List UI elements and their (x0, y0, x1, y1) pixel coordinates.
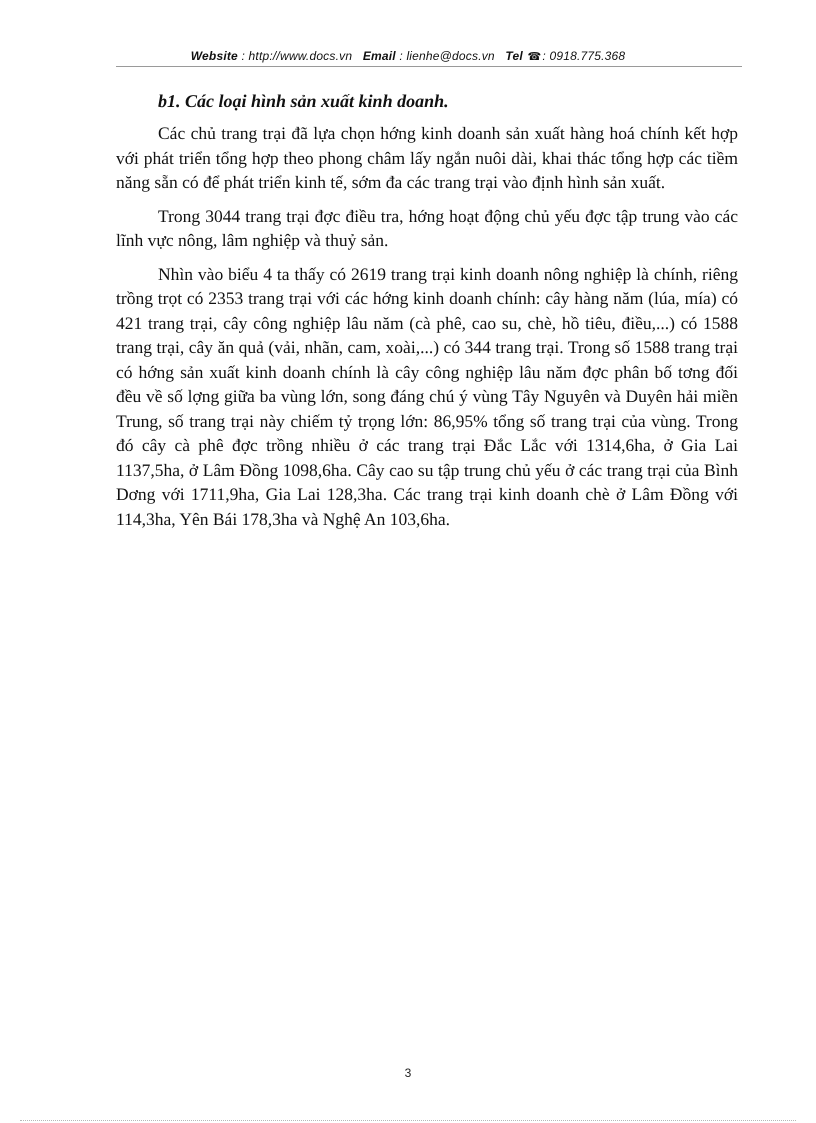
phone-icon: ☎ (527, 51, 542, 63)
tel-value: : 0918.775.368 (542, 49, 626, 63)
paragraph: Trong 3044 trang trại đợc điều tra, hớng hoạt động chủ yếu đợc tập trung vào các lĩnh vực nông, lâm nghiệp và thuỷ sản. (116, 205, 738, 250)
page-number: 3 (404, 1066, 412, 1080)
document-body (116, 88, 738, 540)
website-value[interactable]: : http://www.docs.vn (241, 49, 353, 63)
tel-label: Tel (505, 49, 523, 63)
paragraph: Các chủ trang trại đã lựa chọn hớng kinh doanh sản xuất hàng hoá chính kết hợp với phát triển tổng hợp theo phong châm lấy ngắn nuôi dài, khai thác tổng hợp các tiềm năng sẵn có để phát triển kinh tế, sớm đa các trang trại vào định hình sản xuất. (116, 123, 738, 192)
section-heading: b1. Các loại hình sản xuất kinh doanh. (158, 91, 449, 111)
website-label: Website (190, 49, 238, 63)
email-label: Email (362, 49, 396, 63)
footer-divider (20, 1120, 796, 1121)
paragraph: Nhìn vào biểu 4 ta thấy có 2619 trang trại kinh doanh nông nghiệp là chính, riêng trồng trọt có 2353 trang trại với các hớng kinh doanh chính: cây hàng năm (lúa, mía) có 421 trang trại, cây công nghiệp lâu năm (cà phê, cao su, chè, hồ tiêu, điều,...) có 1588 trang trại, cây ăn quả (vải, nhãn, cam, xoài,...) có 344 trang trại. Trong số 1588 trang trại có hớng sản xuất kinh doanh chính là cây công nghiệp lâu năm đợc phân bố tơng đối đều về số lợng giữa ba vùng lớn, song đáng chú ý vùng Tây Nguyên và Duyên hải miền Trung, số trang trại này chiếm tỷ trọng lớn: 86,95% tổng số trang trại của vùng. Trong đó cây cà phê đợc trồng nhiều ở các trang trại Đắc Lắc với 1314,6ha, ở Gia Lai 1137,5ha, ở Lâm Đồng 1098,6ha. Cây cao su tập trung chủ yếu ở các trang trại của Bình Dơng với 1711,9ha, Gia Lai 128,3ha. Các trang trại kinh doanh chè ở Lâm Đồng với 114,3ha, Yên Bái 178,3ha và Nghệ An 103,6ha. (116, 263, 738, 529)
email-value[interactable]: : lienhe@docs.vn (399, 49, 495, 63)
header-divider (116, 66, 742, 67)
page-header (0, 49, 816, 63)
